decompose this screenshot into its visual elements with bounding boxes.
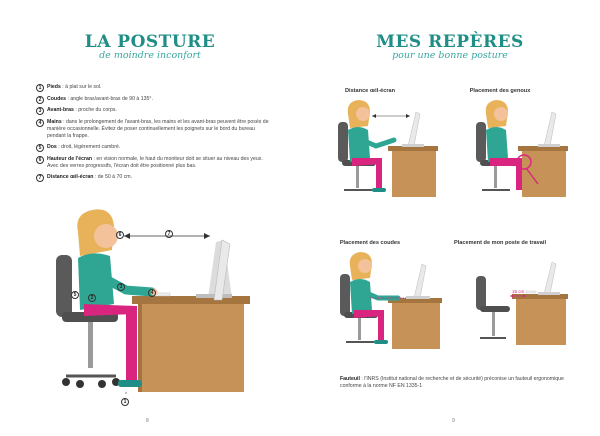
list-item: 5 Dos : droit, légèrement cambré. [36,144,274,152]
scene-label-knees: Placement des genoux [469,88,531,94]
page-number: 9 [452,418,455,424]
desk-body [138,304,244,392]
page-title: MES REPÈRES [376,32,524,52]
head [94,224,118,248]
page-title: LA POSTURE [84,32,216,52]
scene-label-workstation: Placement de mon poste de travail [453,240,546,246]
list-item: 3 Avant-bras : proche du corps. [36,107,274,115]
marker-1: 1 [121,398,129,406]
measure-label: 15 cm [512,289,525,294]
page-number: 8 [146,418,149,424]
desk-top [132,296,250,304]
footnote: Fauteuil : l'INRS (Institut national de recherche et de sécurité) préconise un fauteuil ergonomique conforme à la norme NF EN 1335-1 [340,376,564,390]
list-item: 7 Distance œil-écran : de 50 à 70 cm. [36,174,274,182]
shoe [118,380,142,387]
list-item: 1 Pieds : à plat sur le sol. [36,84,274,92]
chair-back [56,255,72,317]
marker-3: 3 [117,283,125,291]
chair-post [88,322,93,368]
list-item: 2 Coudes : angle bras/avant-bras de 90 à 135°. [36,96,274,104]
marker-4: 4 [148,289,156,297]
scene-distance [338,100,438,197]
marker-7: 7 [165,230,173,238]
list-item: 4 Mains : dans le prolongement de l'avant-bras, les mains et les avant-bras peuvent être posés de manière occasionnelle. Évitez de poser continuellement les poignets sur le bord du bureau pendant la frappe. [36,119,274,141]
marker-2: 2 [88,294,96,302]
scene-label-distance: Distance œil-écran [344,88,396,94]
marker-5: 5 [71,291,79,299]
right-page [300,0,600,436]
shin [126,306,137,382]
scenes-illustration [300,0,600,436]
scene-knees [476,100,568,197]
scene-elbows [340,252,442,349]
scene-workstation [476,262,568,345]
page-subtitle: pour une bonne posture [392,50,508,61]
page-subtitle: de moindre inconfort [99,50,201,61]
list-item: 6 Hauteur de l'écran : en vision normale, le haut du moniteur doit se situer au niveau des yeux. Avec des verres progressifs, l'écran doit être positionné plus bas. [36,156,274,170]
scene-label-elbows: Placement des coudes [339,240,401,246]
marker-6: 6 [116,231,124,239]
